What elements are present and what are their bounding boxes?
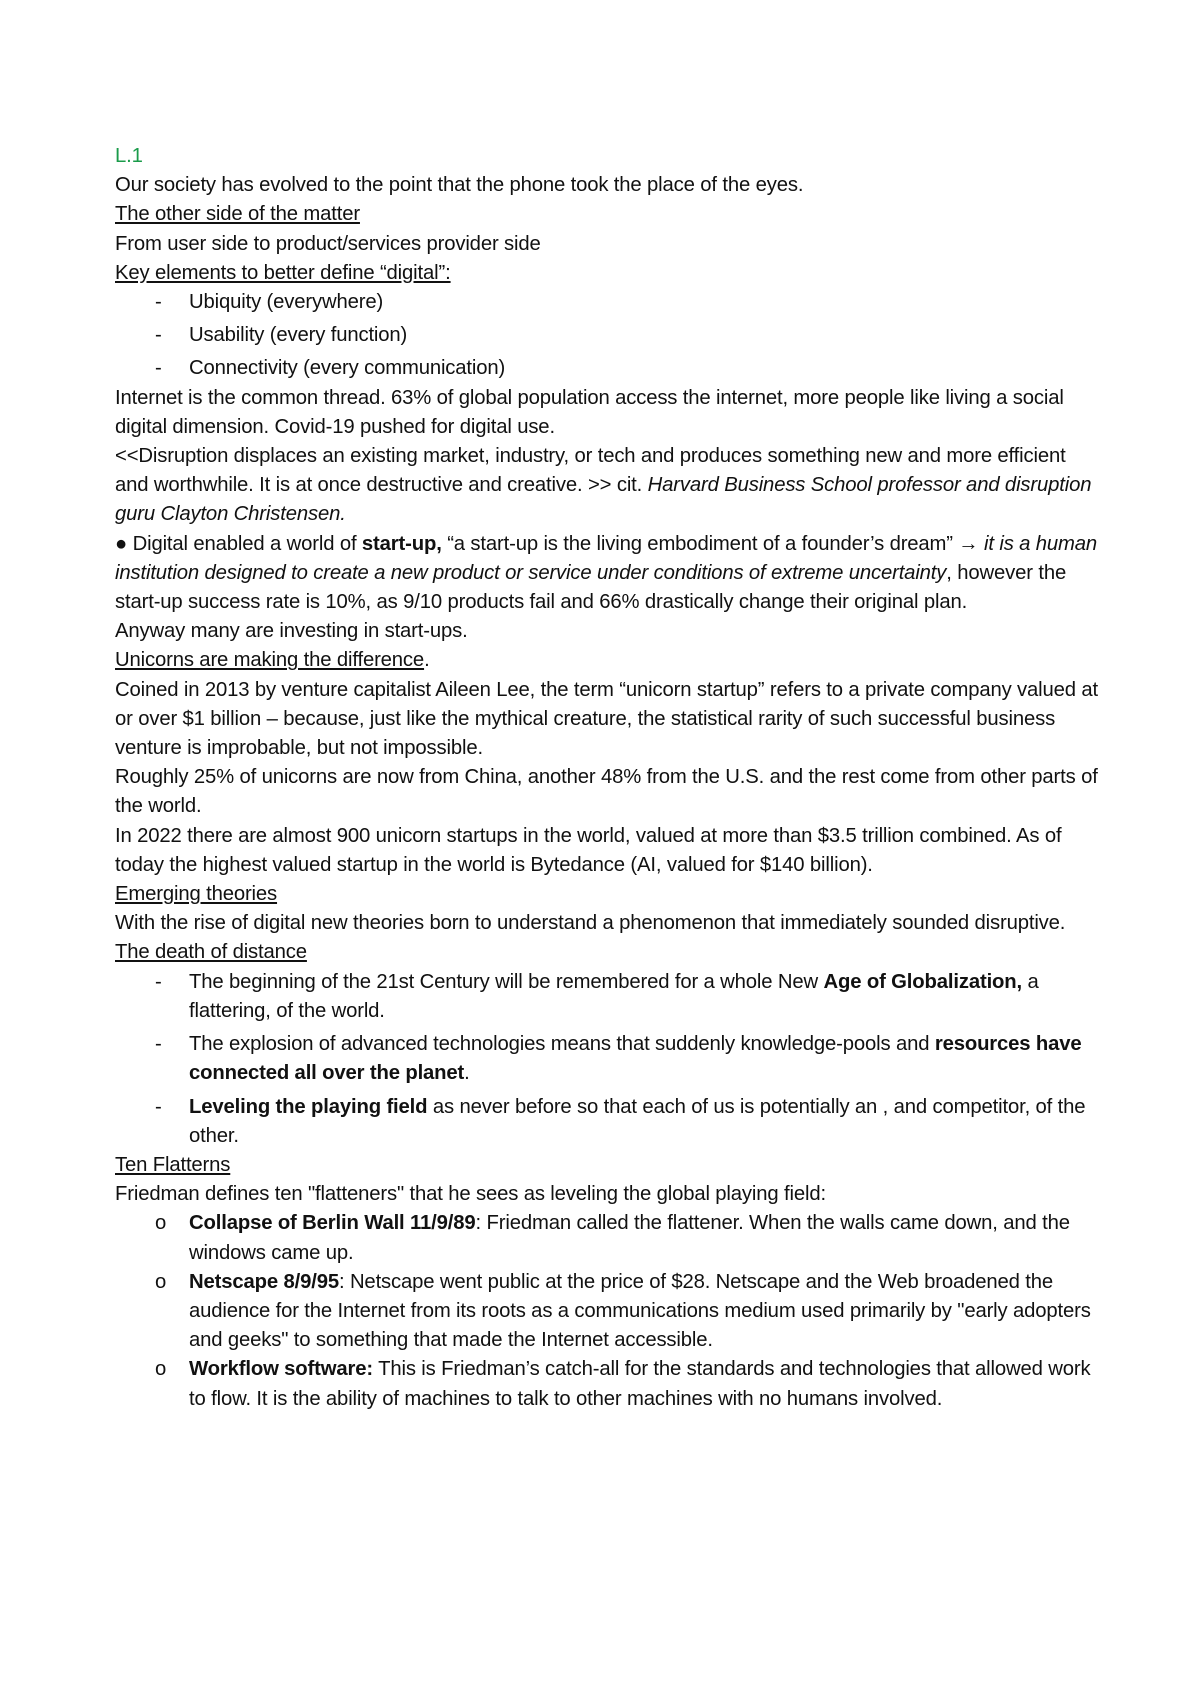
startup-lead: Digital enabled a world of bbox=[127, 532, 362, 555]
coined-paragraph: Coined in 2013 by venture capitalist Aileen Lee, the term “unicorn startup” refers to a private company valued at or over $1 billion – because, just like the mythical creature, the statistical rarity of such successful business venture is improbable, but not impossible. bbox=[115, 678, 1099, 760]
flattener-title: Collapse of Berlin Wall 11/9/89 bbox=[189, 1212, 476, 1235]
page-heading: L.1 bbox=[115, 145, 143, 167]
list-item-pre: The explosion of advanced technologies means that suddenly knowledge-pools and bbox=[189, 1033, 935, 1056]
list-item-post: as never before so that each of us is potentially an , and competitor, of the other. bbox=[189, 1095, 1086, 1147]
list-item bbox=[115, 1268, 1100, 1356]
list-item bbox=[115, 288, 1100, 317]
list-item-text: Usability (every function) bbox=[189, 324, 408, 347]
list-item-text: Connectivity (every communication) bbox=[189, 357, 506, 380]
flattener-text: : Netscape went public at the price of $28. Netscape and the Web broadened the audience for the Internet from its roots as a communications medium used primarily by "early adopters and geeks" to something that made the Internet accessible. bbox=[189, 1270, 1091, 1352]
friedman-paragraph: Friedman defines ten "flatteners" that he sees as leveling the global playing field: bbox=[115, 1183, 826, 1206]
dash-bullet: - bbox=[155, 1033, 162, 1056]
unicorns-2022-paragraph: In 2022 there are almost 900 unicorn startups in the world, valued at more than $3.5 trillion combined. As of today the highest valued startup in the world is Bytedance (AI, valued for $140 billion). bbox=[115, 824, 1062, 876]
circle-bullet: o bbox=[155, 1212, 167, 1235]
flattener-text: This is Friedman’s catch-all for the standards and technologies that allowed work to flow. It is the ability of machines to talk to other machines with no humans involved. bbox=[189, 1358, 1091, 1410]
list-item-bold: Age of Globalization, bbox=[823, 970, 1023, 993]
startup-paragraph bbox=[115, 530, 1100, 618]
heading-key-elements: Key elements to better define “digital”: bbox=[115, 261, 451, 284]
list-item bbox=[115, 354, 1100, 383]
unicorns-heading-text: Unicorns are making the difference bbox=[115, 649, 425, 672]
disruption-paragraph bbox=[115, 442, 1100, 530]
list-item-post: . bbox=[464, 1062, 470, 1085]
user-side-paragraph: From user side to product/services provider side bbox=[115, 232, 541, 255]
disruption-quote: <<Disruption displaces an existing market, industry, or tech and produces something new and more efficient and worthwhile. It is at once destructive and creative. >> cit. bbox=[115, 445, 1066, 497]
list-item bbox=[115, 321, 1100, 350]
emerging-paragraph: With the rise of digital new theories born to understand a phenomenon that immediately sounded disruptive. bbox=[115, 912, 1066, 935]
dash-bullet: - bbox=[155, 1095, 162, 1118]
startup-bold: start-up, bbox=[361, 532, 442, 555]
dash-bullet: - bbox=[155, 324, 162, 347]
list-item bbox=[115, 968, 1100, 1026]
list-item bbox=[115, 1093, 1100, 1151]
key-elements-list bbox=[115, 288, 1100, 384]
intro-paragraph: Our society has evolved to the point that the phone took the place of the eyes. bbox=[115, 174, 804, 197]
roughly-paragraph: Roughly 25% of unicorns are now from China, another 48% from the U.S. and the rest come from other parts of the world. bbox=[115, 766, 1098, 818]
heading-emerging-theories: Emerging theories bbox=[115, 883, 278, 906]
flattener-text: : Friedman called the flattener. When the walls came down, and the windows came up. bbox=[189, 1212, 1070, 1264]
startup-quote: “a start-up is the living embodiment of a founder’s dream” → bbox=[441, 532, 985, 555]
disruption-source: Harvard Business School professor and disruption guru Clayton Christensen. bbox=[115, 474, 1092, 526]
list-item bbox=[115, 1030, 1100, 1088]
flattener-title: Workflow software: bbox=[189, 1358, 373, 1381]
document-page bbox=[115, 142, 1100, 1414]
startup-definition: it is a human institution designed to create a new product or service under conditions of extreme uncertainty bbox=[115, 532, 1098, 584]
list-item bbox=[115, 1355, 1100, 1413]
list-item bbox=[115, 1209, 1100, 1267]
list-item-pre: The beginning of the 21st Century will be remembered for a whole New bbox=[189, 970, 824, 993]
list-item-text: Ubiquity (everywhere) bbox=[189, 291, 384, 314]
bullet-dot: ● bbox=[115, 532, 128, 555]
list-item-bold: resources have connected all over the planet bbox=[189, 1033, 1082, 1085]
flattener-title: Netscape 8/9/95 bbox=[189, 1270, 339, 1293]
flatteners-list bbox=[115, 1209, 1100, 1413]
internet-paragraph: Internet is the common thread. 63% of global population access the internet, more people like living a social digital dimension. Covid-19 pushed for digital use. bbox=[115, 386, 1064, 438]
heading-ten-flatterns: Ten Flatterns bbox=[115, 1153, 231, 1176]
circle-bullet: o bbox=[155, 1358, 167, 1381]
death-of-distance-list bbox=[115, 968, 1100, 1151]
investing-paragraph: Anyway many are investing in start-ups. bbox=[115, 620, 468, 643]
dash-bullet: - bbox=[155, 291, 162, 314]
heading-unicorns bbox=[115, 646, 1100, 675]
unicorns-heading-period: . bbox=[424, 649, 430, 672]
startup-rest: , however the start-up success rate is 10%, as 9/10 products fail and 66% drastically change their original plan. bbox=[115, 561, 1067, 614]
heading-other-side: The other side of the matter bbox=[115, 203, 360, 226]
dash-bullet: - bbox=[155, 357, 162, 380]
circle-bullet: o bbox=[155, 1270, 167, 1293]
heading-death-of-distance: The death of distance bbox=[115, 941, 307, 964]
list-item-bold: Leveling the playing field bbox=[189, 1095, 428, 1118]
list-item-post: a flattering, of the world. bbox=[189, 970, 1039, 1022]
dash-bullet: - bbox=[155, 970, 162, 993]
